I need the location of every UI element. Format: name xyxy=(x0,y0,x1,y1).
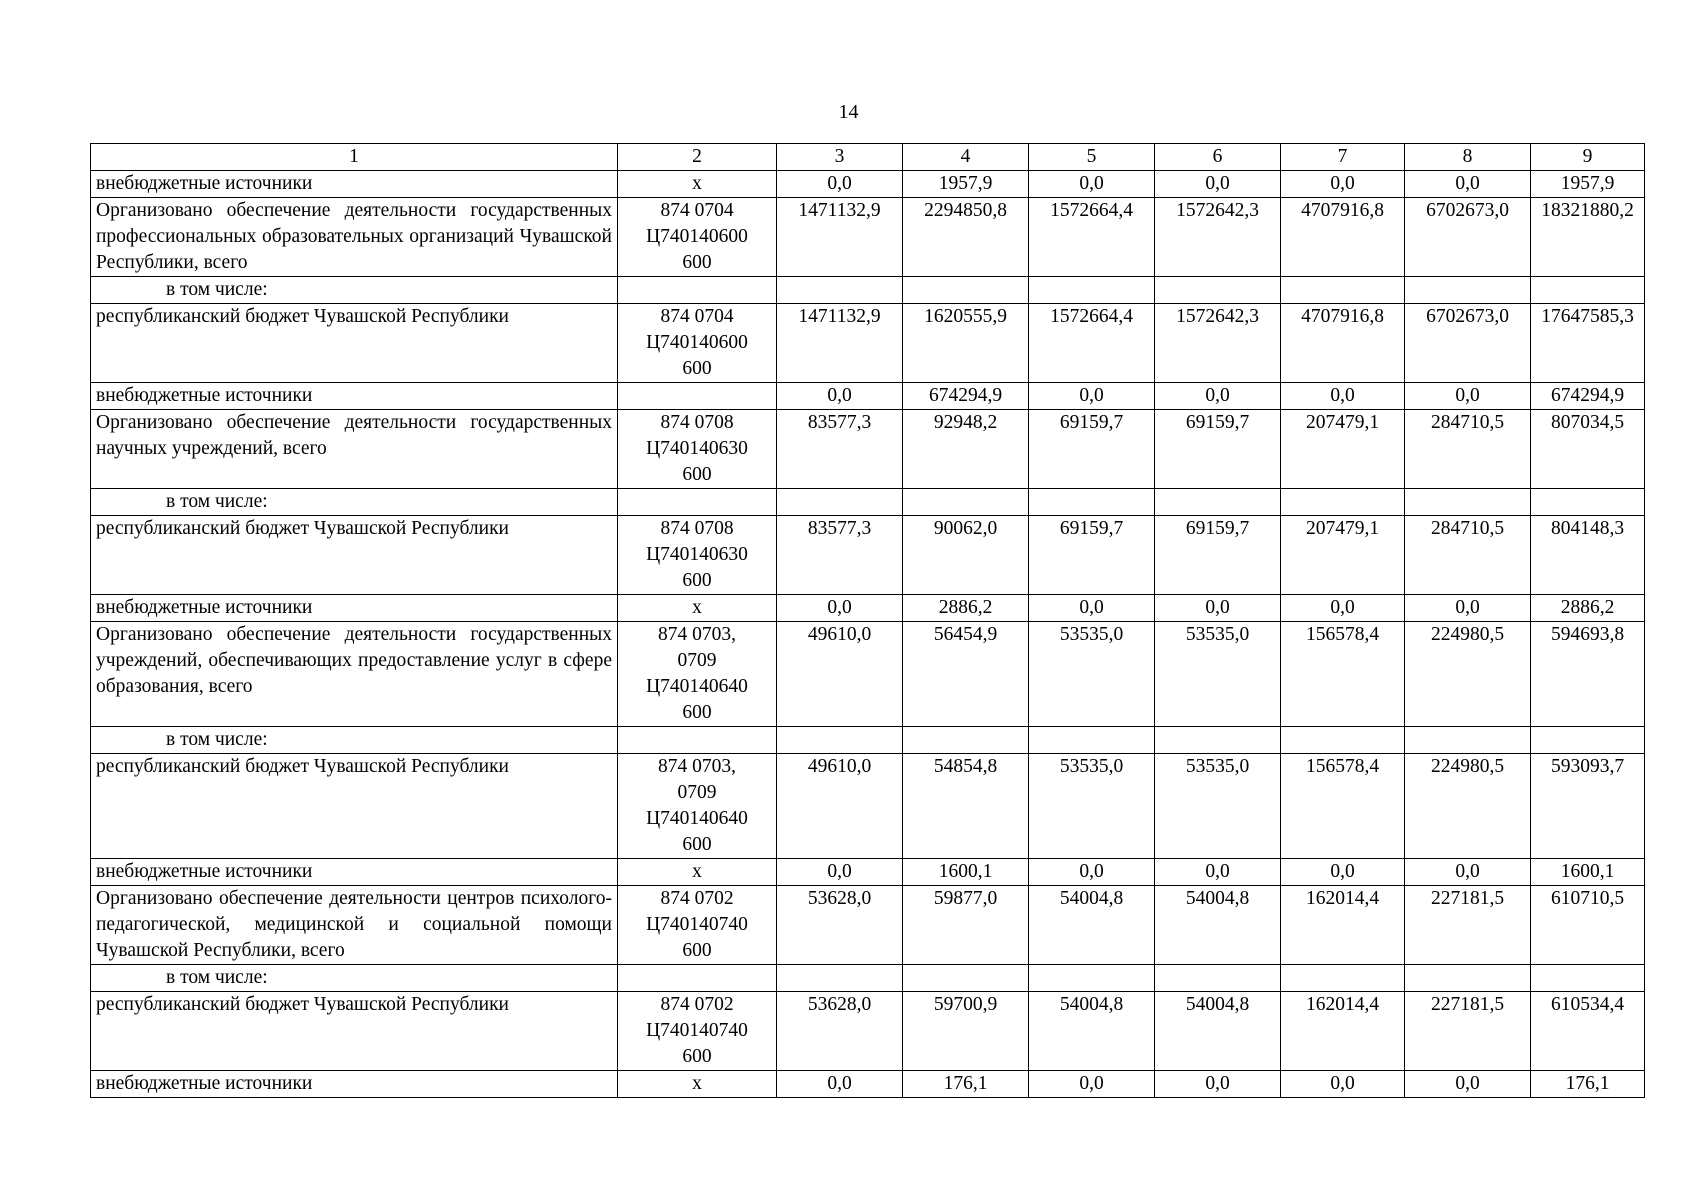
value-cell: 1471132,9 xyxy=(777,198,903,277)
value-cell: 2294850,8 xyxy=(903,198,1029,277)
budget-code-cell xyxy=(618,965,777,992)
value-cell: 674294,9 xyxy=(1531,383,1645,410)
value-cell: 2886,2 xyxy=(1531,595,1645,622)
row-label: в том числе: xyxy=(166,279,268,300)
table-row xyxy=(91,277,1645,304)
value-cell: 0,0 xyxy=(1281,859,1405,886)
row-label-cell xyxy=(91,1071,618,1098)
budget-code-cell xyxy=(618,171,777,198)
header-row xyxy=(91,144,1645,171)
value-cell: 49610,0 xyxy=(777,754,903,859)
budget-code-line: 874 0703, xyxy=(658,624,736,645)
value-cell xyxy=(1155,965,1281,992)
value-cell: 156578,4 xyxy=(1281,622,1405,727)
value-cell xyxy=(903,489,1029,516)
value-cell: 593093,7 xyxy=(1531,754,1645,859)
value-cell: 0,0 xyxy=(1029,383,1155,410)
value-cell xyxy=(903,727,1029,754)
table-row xyxy=(91,1071,1645,1098)
value-cell: 1957,9 xyxy=(1531,171,1645,198)
table-row xyxy=(91,622,1645,727)
row-label-cell xyxy=(91,198,618,277)
value-cell: 53628,0 xyxy=(777,886,903,965)
budget-code-cell xyxy=(618,727,777,754)
table-row xyxy=(91,489,1645,516)
budget-code-line: x xyxy=(692,597,702,618)
budget-code-line: x xyxy=(692,1073,702,1094)
row-label-cell xyxy=(91,727,618,754)
value-cell: 207479,1 xyxy=(1281,410,1405,489)
value-cell: 69159,7 xyxy=(1155,516,1281,595)
value-cell: 1572664,4 xyxy=(1029,304,1155,383)
budget-code-line: 874 0708 xyxy=(660,518,734,539)
value-cell xyxy=(903,277,1029,304)
budget-code-cell xyxy=(618,516,777,595)
budget-code-line: 0709 xyxy=(677,650,717,671)
row-label: внебюджетные источники xyxy=(96,597,313,618)
value-cell xyxy=(1281,727,1405,754)
budget-code-line: 600 xyxy=(682,940,712,961)
value-cell: 0,0 xyxy=(1281,1071,1405,1098)
value-cell: 54004,8 xyxy=(1155,992,1281,1071)
value-cell: 207479,1 xyxy=(1281,516,1405,595)
header-cell: 4 xyxy=(903,144,1029,171)
budget-code-cell xyxy=(618,304,777,383)
value-cell: 162014,4 xyxy=(1281,886,1405,965)
row-label-cell xyxy=(91,171,618,198)
value-cell: 0,0 xyxy=(1281,595,1405,622)
budget-code-line: 600 xyxy=(682,358,712,379)
budget-code-cell xyxy=(618,277,777,304)
value-cell: 156578,4 xyxy=(1281,754,1405,859)
value-cell: 1600,1 xyxy=(1531,859,1645,886)
value-cell: 804148,3 xyxy=(1531,516,1645,595)
value-cell: 59700,9 xyxy=(903,992,1029,1071)
value-cell xyxy=(1281,965,1405,992)
value-cell xyxy=(1405,727,1531,754)
value-cell xyxy=(1281,277,1405,304)
value-cell xyxy=(777,277,903,304)
value-cell: 0,0 xyxy=(777,859,903,886)
value-cell xyxy=(1029,489,1155,516)
budget-code-line: x xyxy=(692,861,702,882)
table-row xyxy=(91,516,1645,595)
value-cell: 224980,5 xyxy=(1405,754,1531,859)
budget-code-line: 874 0702 xyxy=(660,888,734,909)
row-label: республиканский бюджет Чувашской Республики xyxy=(96,994,509,1015)
value-cell xyxy=(1155,727,1281,754)
budget-code-cell xyxy=(618,383,777,410)
budget-code-line: 0709 xyxy=(677,782,717,803)
value-cell: 0,0 xyxy=(1405,383,1531,410)
value-cell: 162014,4 xyxy=(1281,992,1405,1071)
value-cell: 807034,5 xyxy=(1531,410,1645,489)
value-cell: 176,1 xyxy=(1531,1071,1645,1098)
value-cell: 176,1 xyxy=(903,1071,1029,1098)
value-cell xyxy=(1405,965,1531,992)
table-row xyxy=(91,171,1645,198)
value-cell: 0,0 xyxy=(1405,595,1531,622)
value-cell: 1957,9 xyxy=(903,171,1029,198)
value-cell: 56454,9 xyxy=(903,622,1029,727)
budget-code-line: Ц740140640 xyxy=(646,676,748,697)
value-cell: 4707916,8 xyxy=(1281,304,1405,383)
header-cell: 6 xyxy=(1155,144,1281,171)
row-label-cell xyxy=(91,886,618,965)
value-cell: 0,0 xyxy=(777,1071,903,1098)
budget-code-line: 600 xyxy=(682,1046,712,1067)
value-cell: 0,0 xyxy=(777,383,903,410)
value-cell: 6702673,0 xyxy=(1405,304,1531,383)
row-label-cell xyxy=(91,859,618,886)
value-cell: 53535,0 xyxy=(1029,622,1155,727)
value-cell xyxy=(777,727,903,754)
value-cell: 224980,5 xyxy=(1405,622,1531,727)
header-cell: 2 xyxy=(618,144,777,171)
budget-code-cell xyxy=(618,489,777,516)
row-label: в том числе: xyxy=(166,491,268,512)
table-row xyxy=(91,595,1645,622)
header-cell: 9 xyxy=(1531,144,1645,171)
row-label: Организовано обеспечение деятельности центров психолого-педагогической, медицинской и социальной помощи Чувашской Республики, всего xyxy=(96,888,612,961)
value-cell: 53535,0 xyxy=(1155,754,1281,859)
value-cell: 0,0 xyxy=(1155,171,1281,198)
header-cell: 1 xyxy=(91,144,618,171)
value-cell: 1600,1 xyxy=(903,859,1029,886)
value-cell xyxy=(1531,965,1645,992)
budget-code-cell xyxy=(618,1071,777,1098)
budget-code-cell xyxy=(618,886,777,965)
budget-code-cell xyxy=(618,754,777,859)
header-cell: 8 xyxy=(1405,144,1531,171)
row-label-cell xyxy=(91,965,618,992)
row-label-cell xyxy=(91,622,618,727)
value-cell xyxy=(1155,277,1281,304)
value-cell: 49610,0 xyxy=(777,622,903,727)
value-cell xyxy=(903,965,1029,992)
value-cell: 1620555,9 xyxy=(903,304,1029,383)
budget-code-line: 874 0704 xyxy=(660,306,734,327)
value-cell: 0,0 xyxy=(1405,859,1531,886)
row-label-cell xyxy=(91,304,618,383)
value-cell xyxy=(1029,965,1155,992)
row-label-cell xyxy=(91,595,618,622)
value-cell xyxy=(1155,489,1281,516)
value-cell: 90062,0 xyxy=(903,516,1029,595)
value-cell: 2886,2 xyxy=(903,595,1029,622)
value-cell: 0,0 xyxy=(1029,595,1155,622)
value-cell xyxy=(777,965,903,992)
value-cell: 610710,5 xyxy=(1531,886,1645,965)
budget-code-cell xyxy=(618,595,777,622)
budget-code-line: Ц740140630 xyxy=(646,438,748,459)
budget-code-cell xyxy=(618,622,777,727)
row-label-cell xyxy=(91,754,618,859)
budget-code-line: 600 xyxy=(682,834,712,855)
value-cell: 54004,8 xyxy=(1155,886,1281,965)
value-cell xyxy=(1531,489,1645,516)
table-row xyxy=(91,886,1645,965)
value-cell: 0,0 xyxy=(1029,1071,1155,1098)
value-cell: 0,0 xyxy=(777,171,903,198)
value-cell xyxy=(1531,727,1645,754)
value-cell xyxy=(1029,277,1155,304)
value-cell xyxy=(1405,489,1531,516)
budget-code-cell xyxy=(618,859,777,886)
value-cell: 53535,0 xyxy=(1029,754,1155,859)
row-label: республиканский бюджет Чувашской Республики xyxy=(96,756,509,777)
value-cell: 83577,3 xyxy=(777,516,903,595)
value-cell: 0,0 xyxy=(1155,859,1281,886)
value-cell xyxy=(1281,489,1405,516)
row-label: Организовано обеспечение деятельности государственных научных учреждений, всего xyxy=(96,412,612,459)
budget-code-line: Ц740140600 xyxy=(646,226,748,247)
row-label-cell xyxy=(91,410,618,489)
row-label: республиканский бюджет Чувашской Республики xyxy=(96,518,509,539)
row-label: Организовано обеспечение деятельности государственных профессиональных образовательных организаций Чувашской Республики, всего xyxy=(96,200,612,273)
budget-code-line: Ц740140740 xyxy=(646,1020,748,1041)
value-cell: 227181,5 xyxy=(1405,992,1531,1071)
budget-code-line: 600 xyxy=(682,464,712,485)
value-cell: 53535,0 xyxy=(1155,622,1281,727)
value-cell: 59877,0 xyxy=(903,886,1029,965)
table-row xyxy=(91,410,1645,489)
value-cell: 6702673,0 xyxy=(1405,198,1531,277)
table-row xyxy=(91,754,1645,859)
value-cell: 0,0 xyxy=(1405,171,1531,198)
table-row xyxy=(91,727,1645,754)
budget-code-line: 874 0702 xyxy=(660,994,734,1015)
budget-code-line: Ц740140630 xyxy=(646,544,748,565)
row-label: внебюджетные источники xyxy=(96,385,313,406)
budget-code-line: 874 0708 xyxy=(660,412,734,433)
row-label: внебюджетные источники xyxy=(96,173,313,194)
budget-code-cell xyxy=(618,410,777,489)
table-row xyxy=(91,859,1645,886)
row-label-cell xyxy=(91,992,618,1071)
value-cell: 54004,8 xyxy=(1029,992,1155,1071)
budget-code-line: x xyxy=(692,173,702,194)
value-cell: 18321880,2 xyxy=(1531,198,1645,277)
row-label-cell xyxy=(91,277,618,304)
value-cell: 1572642,3 xyxy=(1155,198,1281,277)
budget-code-cell xyxy=(618,198,777,277)
value-cell: 17647585,3 xyxy=(1531,304,1645,383)
row-label: в том числе: xyxy=(166,729,268,750)
value-cell xyxy=(1531,277,1645,304)
value-cell: 227181,5 xyxy=(1405,886,1531,965)
row-label: Организовано обеспечение деятельности государственных учреждений, обеспечивающих предоставление услуг в сфере образования, всего xyxy=(96,624,612,697)
row-label: внебюджетные источники xyxy=(96,1073,313,1094)
budget-code-line: Ц740140600 xyxy=(646,332,748,353)
row-label-cell xyxy=(91,489,618,516)
value-cell xyxy=(1405,277,1531,304)
value-cell: 1471132,9 xyxy=(777,304,903,383)
value-cell: 53628,0 xyxy=(777,992,903,1071)
header-cell: 5 xyxy=(1029,144,1155,171)
budget-code-line: 874 0704 xyxy=(660,200,734,221)
value-cell: 594693,8 xyxy=(1531,622,1645,727)
value-cell: 0,0 xyxy=(1155,1071,1281,1098)
value-cell: 0,0 xyxy=(1029,171,1155,198)
budget-code-line: Ц740140640 xyxy=(646,808,748,829)
value-cell: 0,0 xyxy=(1155,383,1281,410)
table-row xyxy=(91,965,1645,992)
value-cell: 69159,7 xyxy=(1155,410,1281,489)
value-cell: 1572664,4 xyxy=(1029,198,1155,277)
budget-code-line: 874 0703, xyxy=(658,756,736,777)
budget-code-line: 600 xyxy=(682,702,712,723)
value-cell: 284710,5 xyxy=(1405,410,1531,489)
value-cell: 0,0 xyxy=(777,595,903,622)
budget-code-line: Ц740140740 xyxy=(646,914,748,935)
value-cell: 4707916,8 xyxy=(1281,198,1405,277)
table-row xyxy=(91,992,1645,1071)
value-cell: 610534,4 xyxy=(1531,992,1645,1071)
value-cell: 54854,8 xyxy=(903,754,1029,859)
budget-code-line: 600 xyxy=(682,252,712,273)
value-cell: 0,0 xyxy=(1405,1071,1531,1098)
row-label: республиканский бюджет Чувашской Республики xyxy=(96,306,509,327)
value-cell: 0,0 xyxy=(1155,595,1281,622)
value-cell: 674294,9 xyxy=(903,383,1029,410)
value-cell xyxy=(777,489,903,516)
budget-code-line: 600 xyxy=(682,570,712,591)
table-row xyxy=(91,198,1645,277)
budget-code-cell xyxy=(618,992,777,1071)
value-cell: 69159,7 xyxy=(1029,516,1155,595)
value-cell: 284710,5 xyxy=(1405,516,1531,595)
value-cell xyxy=(1029,727,1155,754)
value-cell: 92948,2 xyxy=(903,410,1029,489)
value-cell: 54004,8 xyxy=(1029,886,1155,965)
table-row xyxy=(91,304,1645,383)
value-cell: 0,0 xyxy=(1281,383,1405,410)
row-label-cell xyxy=(91,383,618,410)
table-row xyxy=(91,383,1645,410)
row-label: внебюджетные источники xyxy=(96,861,313,882)
value-cell: 0,0 xyxy=(1281,171,1405,198)
value-cell: 69159,7 xyxy=(1029,410,1155,489)
page-number: 14 xyxy=(838,101,859,123)
row-label-cell xyxy=(91,516,618,595)
header-cell: 3 xyxy=(777,144,903,171)
value-cell: 0,0 xyxy=(1029,859,1155,886)
value-cell: 1572642,3 xyxy=(1155,304,1281,383)
row-label: в том числе: xyxy=(166,967,268,988)
budget-table xyxy=(90,143,1645,1098)
value-cell: 83577,3 xyxy=(777,410,903,489)
header-cell: 7 xyxy=(1281,144,1405,171)
